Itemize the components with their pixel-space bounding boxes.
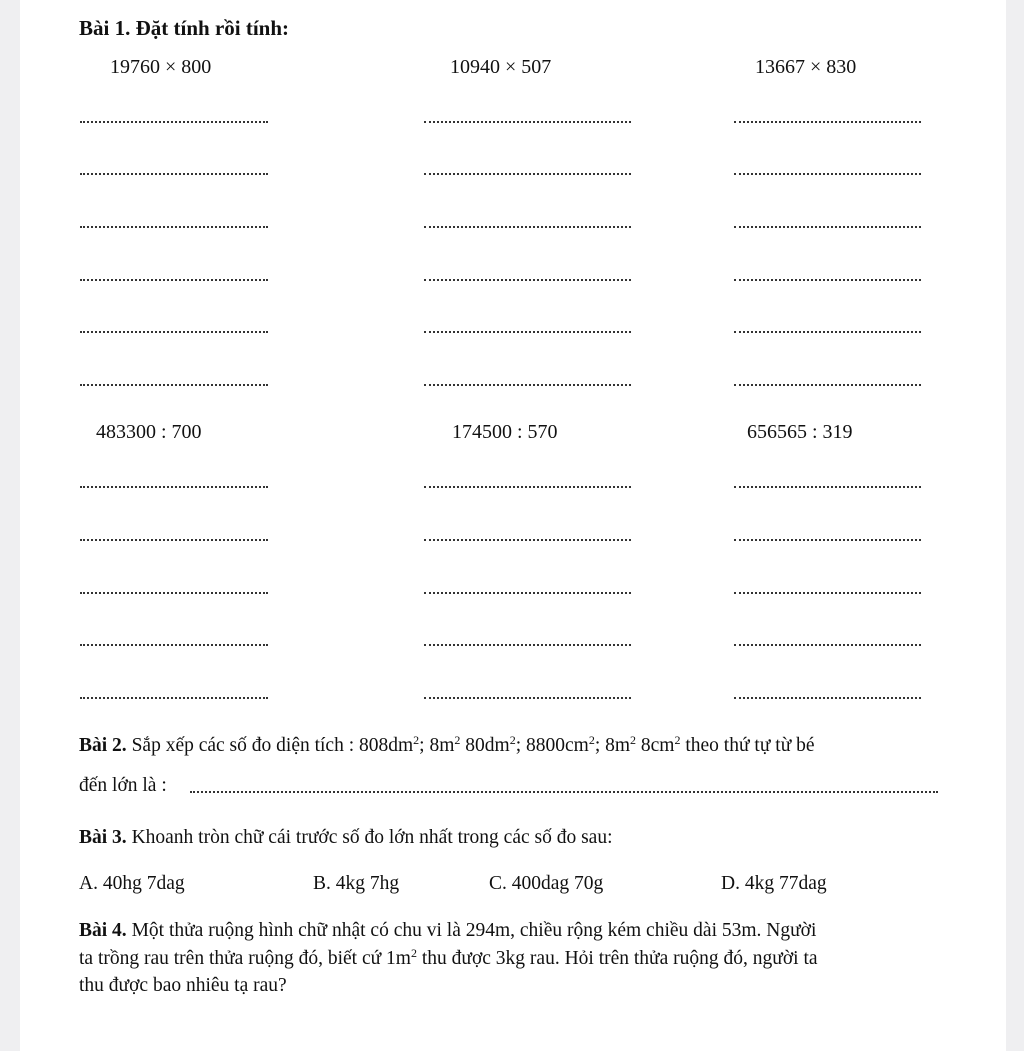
bai2-answer-line — [190, 791, 938, 793]
multiplication-3: 13667 × 830 — [755, 56, 857, 78]
answer-line — [734, 173, 921, 175]
bai2-text-end: theo thứ tự từ bé — [680, 735, 815, 756]
bai4-line2-start: ta trồng rau trên thửa ruộng đó, biết cứ 1m — [79, 948, 411, 969]
squared-exponent: 2 — [454, 733, 461, 747]
bai1-instruction: Đặt tính rồi tính: — [135, 16, 290, 40]
answer-line — [424, 173, 631, 175]
bai2-part4: 8cm — [636, 735, 675, 756]
answer-line — [734, 644, 921, 646]
multiplication-1: 19760 × 800 — [110, 56, 212, 78]
bai3-option-c: C. 400dag 70g — [489, 873, 604, 894]
squared-exponent: 2 — [588, 733, 595, 747]
division-3: 656565 : 319 — [747, 421, 853, 443]
answer-line — [734, 226, 921, 228]
answer-line — [734, 697, 921, 699]
answer-line — [734, 279, 921, 281]
answer-line — [424, 279, 631, 281]
answer-line — [424, 644, 631, 646]
answer-line — [424, 539, 631, 541]
multiplication-2: 10940 × 507 — [450, 56, 552, 78]
answer-line — [734, 539, 921, 541]
squared-exponent: 2 — [413, 733, 420, 747]
answer-line — [80, 279, 268, 281]
answer-line — [80, 539, 268, 541]
bai3-question — [79, 825, 613, 851]
bai4-line1 — [79, 918, 816, 944]
worksheet-page — [20, 0, 1006, 1051]
bai1-label: Bài 1. — [79, 16, 131, 40]
squared-exponent: 2 — [410, 946, 417, 960]
bai3-option-d: D. 4kg 77dag — [721, 873, 827, 894]
squared-exponent: 2 — [630, 733, 637, 747]
answer-line — [80, 592, 268, 594]
answer-line — [424, 384, 631, 386]
bai2-sep2: ; 8800cm — [515, 735, 589, 756]
answer-line — [734, 384, 921, 386]
bai4-label: Bài 4. — [79, 920, 127, 941]
answer-line — [80, 173, 268, 175]
answer-line — [424, 226, 631, 228]
bai4-line2 — [79, 946, 818, 972]
answer-line — [80, 384, 268, 386]
answer-line — [734, 486, 921, 488]
bai2-question — [79, 733, 815, 759]
bai1-heading — [79, 16, 289, 41]
bai3-option-a: A. 40hg 7dag — [79, 873, 185, 894]
division-1: 483300 : 700 — [96, 421, 202, 443]
answer-line — [734, 331, 921, 333]
answer-line — [80, 331, 268, 333]
squared-exponent: 2 — [509, 733, 516, 747]
answer-line — [80, 697, 268, 699]
bai2-sep3: ; 8m — [594, 735, 631, 756]
answer-line — [734, 121, 921, 123]
answer-line — [424, 697, 631, 699]
bai4-line3: thu được bao nhiêu tạ rau? — [79, 975, 287, 996]
bai3-label: Bài 3. — [79, 827, 127, 848]
answer-line — [424, 486, 631, 488]
bai2-text-start: Sắp xếp các số đo diện tích : 808dm — [131, 735, 414, 756]
squared-exponent: 2 — [674, 733, 681, 747]
answer-line — [734, 592, 921, 594]
answer-line — [424, 331, 631, 333]
answer-line — [80, 121, 268, 123]
division-2: 174500 : 570 — [452, 421, 558, 443]
answer-line — [80, 226, 268, 228]
bai4-line2-end: thu được 3kg rau. Hỏi trên thửa ruộng đó, người ta — [416, 948, 818, 969]
bai2-answer-prompt: đến lớn là : — [79, 775, 167, 796]
bai3-option-b: B. 4kg 7hg — [313, 873, 400, 894]
answer-line — [80, 486, 268, 488]
answer-line — [424, 592, 631, 594]
bai3-text: Khoanh tròn chữ cái trước số đo lớn nhất trong các số đo sau: — [131, 827, 613, 848]
bai2-part2: 80dm — [460, 735, 510, 756]
bai2-sep1: ; 8m — [419, 735, 455, 756]
answer-line — [424, 121, 631, 123]
answer-line — [80, 644, 268, 646]
bai2-label: Bài 2. — [79, 735, 127, 756]
bai4-line1-text: Một thửa ruộng hình chữ nhật có chu vi là 294m, chiều rộng kém chiều dài 53m. Người — [131, 920, 817, 941]
